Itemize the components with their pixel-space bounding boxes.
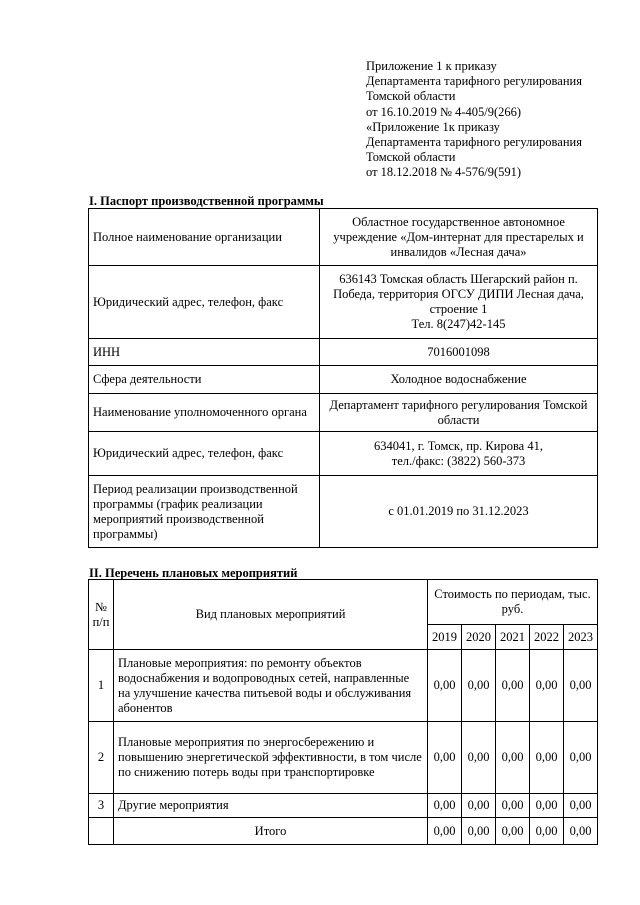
header-num: № п/п xyxy=(89,580,114,650)
row-value: 0,00 xyxy=(564,650,598,722)
row-label: Сфера деятельности xyxy=(89,366,320,394)
total-row xyxy=(89,818,598,845)
value-line: Холодное водоснабжение xyxy=(390,372,527,386)
row-value: 0,00 xyxy=(496,794,530,818)
value-line: тел./факс: (3822) 560-373 xyxy=(391,453,526,468)
header-year: 2020 xyxy=(462,625,496,650)
row-value xyxy=(320,432,598,476)
row-value xyxy=(320,394,598,432)
total-value: 0,00 xyxy=(428,818,462,845)
row-value: 0,00 xyxy=(530,722,564,794)
row-value: 0,00 xyxy=(530,794,564,818)
row-value: 0,00 xyxy=(564,794,598,818)
table-row xyxy=(89,722,598,794)
appendix-line: Томской области xyxy=(366,150,456,165)
row-label: Наименование уполномоченного органа xyxy=(89,394,320,432)
total-value: 0,00 xyxy=(462,818,496,845)
row-value: 0,00 xyxy=(530,650,564,722)
row-num xyxy=(89,818,114,845)
appendix-header xyxy=(366,59,582,181)
value-line: с 01.01.2019 по 31.12.2023 xyxy=(388,504,529,518)
header-year: 2019 xyxy=(428,625,462,650)
total-label: Итого xyxy=(114,818,428,845)
header-cost: Стоимость по периодам, тыс. руб. xyxy=(428,580,598,625)
value-line: учреждение «Дом-интернат для престарелых и xyxy=(333,229,584,244)
table-row xyxy=(89,650,598,722)
row-value: 0,00 xyxy=(428,650,462,722)
row-value: 0,00 xyxy=(462,650,496,722)
value-line: области xyxy=(437,412,480,427)
row-value: 0,00 xyxy=(428,794,462,818)
total-value: 0,00 xyxy=(530,818,564,845)
value-line: 634041, г. Томск, пр. Кирова 41, xyxy=(374,438,543,453)
row-value: 0,00 xyxy=(496,650,530,722)
row-label: Юридический адрес, телефон, факс xyxy=(89,432,320,476)
row-label: Юридический адрес, телефон, факс xyxy=(89,266,320,339)
row-value xyxy=(320,339,598,366)
row-value: 0,00 xyxy=(462,794,496,818)
row-value: 0,00 xyxy=(462,722,496,794)
table-row xyxy=(89,266,598,339)
row-desc: Другие мероприятия xyxy=(114,794,428,818)
row-num: 2 xyxy=(89,722,114,794)
table-row xyxy=(89,476,598,548)
table-row xyxy=(89,339,598,366)
row-value: 0,00 xyxy=(496,722,530,794)
section-1-title: I. Паспорт производственной программы xyxy=(89,194,324,208)
plan-table xyxy=(88,579,598,845)
row-value xyxy=(320,366,598,394)
value-line: инвалидов «Лесная дача» xyxy=(390,244,527,259)
header-year: 2022 xyxy=(530,625,564,650)
appendix-line: от 16.10.2019 № 4-405/9(266) xyxy=(366,104,522,119)
table-row xyxy=(89,209,598,266)
value-line: Департамент тарифного регулирования Томской xyxy=(329,397,588,412)
header-year: 2021 xyxy=(496,625,530,650)
row-value xyxy=(320,476,598,548)
row-label: Период реализации производственной программы (график реализации мероприятий производственной программы) xyxy=(89,476,320,548)
value-line: Тел. 8(247)42-145 xyxy=(411,317,506,331)
total-value: 0,00 xyxy=(496,818,530,845)
appendix-line: Приложение 1 к приказу xyxy=(366,59,497,73)
row-num: 1 xyxy=(89,650,114,722)
value-line: 636143 Томская область Шегарский район п. xyxy=(339,272,578,286)
table-row xyxy=(89,394,598,432)
row-value: 0,00 xyxy=(428,722,462,794)
section-2-title: II. Перечень плановых мероприятий xyxy=(89,566,298,580)
appendix-line: «Приложение 1к приказу xyxy=(366,119,500,134)
value-line: строение 1 xyxy=(429,302,488,316)
appendix-line: Департамента тарифного регулирования xyxy=(366,74,582,89)
appendix-line: Департамента тарифного регулирования xyxy=(366,135,582,150)
header-year: 2023 xyxy=(564,625,598,650)
row-desc: Плановые мероприятия по энергосбережению и повышению энергетической эффективности, в том числе по снижению потерь воды при транспортировке xyxy=(114,722,428,794)
value-line: Областное государственное автономное xyxy=(352,214,565,229)
row-num: 3 xyxy=(89,794,114,818)
table-row xyxy=(89,794,598,818)
table-row xyxy=(89,366,598,394)
appendix-line: от 18.12.2018 № 4-576/9(591) xyxy=(366,165,522,180)
value-line: Победа, территория ОГСУ ДИПИ Лесная дача, xyxy=(333,287,584,301)
row-value xyxy=(320,266,598,339)
row-label: Полное наименование организации xyxy=(89,209,320,266)
row-label: ИНН xyxy=(89,339,320,366)
appendix-line: Томской области xyxy=(366,89,456,104)
value-line: 7016001098 xyxy=(427,344,490,359)
total-value: 0,00 xyxy=(564,818,598,845)
row-value xyxy=(320,209,598,266)
row-value: 0,00 xyxy=(564,722,598,794)
header-row xyxy=(89,580,598,625)
row-desc: Плановые мероприятия: по ремонту объектов водоснабжения и водопроводных сетей, направленные на улучшение качества питьевой воды и обслуживания абонентов xyxy=(114,650,428,722)
table-row xyxy=(89,432,598,476)
header-activity: Вид плановых мероприятий xyxy=(114,580,428,650)
passport-table xyxy=(88,208,598,548)
